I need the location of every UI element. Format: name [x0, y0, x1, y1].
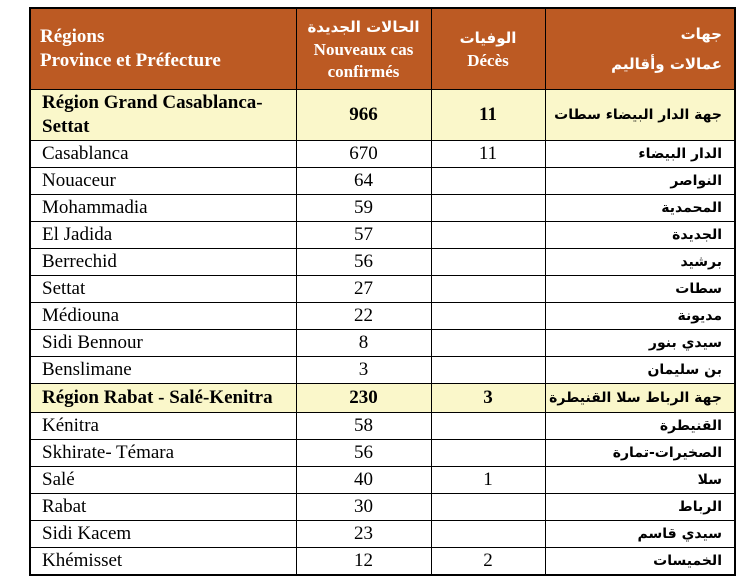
deaths-cell: 11: [431, 141, 545, 168]
province-name-cell: Salé: [30, 467, 296, 494]
province-row: [30, 413, 735, 440]
province-name-cell: Région Grand Casablanca-Settat: [30, 90, 296, 141]
region-summary-row: [30, 90, 735, 141]
new-cases-cell: 57: [296, 222, 431, 249]
header-arabic-line2: عمالات وأقاليم: [611, 55, 722, 73]
province-row: [30, 195, 735, 222]
new-cases-cell: 59: [296, 195, 431, 222]
deaths-cell: 1: [431, 467, 545, 494]
arabic-name-cell: برشيد: [545, 249, 735, 276]
arabic-name-cell: الخميسات: [545, 548, 735, 576]
arabic-name-cell: النواصر: [545, 168, 735, 195]
header-new-cases-french: Nouveaux cas confirmés: [313, 40, 414, 81]
arabic-name-cell: بن سليمان: [545, 357, 735, 384]
arabic-name-cell: الجديدة: [545, 222, 735, 249]
province-name-cell: Casablanca: [30, 141, 296, 168]
new-cases-cell: 966: [296, 90, 431, 141]
arabic-name-cell: سلا: [545, 467, 735, 494]
new-cases-cell: 12: [296, 548, 431, 576]
header-deaths-arabic: الوفيات: [459, 29, 517, 47]
new-cases-cell: 64: [296, 168, 431, 195]
arabic-name-cell: الصخيرات-تمارة: [545, 440, 735, 467]
new-cases-cell: 27: [296, 276, 431, 303]
province-row: [30, 440, 735, 467]
arabic-name-cell: جهة الدار البيضاء سطات: [545, 90, 735, 141]
deaths-cell: 11: [431, 90, 545, 141]
header-regions-line1: Régions: [40, 26, 105, 47]
arabic-name-cell: سطات: [545, 276, 735, 303]
province-name-cell: Mohammadia: [30, 195, 296, 222]
deaths-cell: [431, 330, 545, 357]
deaths-cell: [431, 521, 545, 548]
header-row: [30, 8, 735, 90]
new-cases-cell: 23: [296, 521, 431, 548]
covid-regions-table: [29, 7, 736, 576]
arabic-name-cell: مديونة: [545, 303, 735, 330]
province-name-cell: Médiouna: [30, 303, 296, 330]
deaths-cell: [431, 195, 545, 222]
province-name-cell: Sidi Kacem: [30, 521, 296, 548]
deaths-cell: [431, 494, 545, 521]
header-regions-line2: Province et Préfecture: [40, 50, 221, 71]
arabic-name-cell: جهة الرباط سلا القنيطرة: [545, 384, 735, 413]
header-new-cases-column: [296, 8, 431, 90]
arabic-name-cell: القنيطرة: [545, 413, 735, 440]
header-arabic-regions-column: [545, 8, 735, 90]
province-name-cell: Rabat: [30, 494, 296, 521]
new-cases-cell: 3: [296, 357, 431, 384]
province-name-cell: Khémisset: [30, 548, 296, 576]
header-arabic-line1: جهات: [680, 25, 722, 43]
province-row: [30, 249, 735, 276]
province-row: [30, 548, 735, 576]
deaths-cell: [431, 276, 545, 303]
new-cases-cell: 8: [296, 330, 431, 357]
province-name-cell: El Jadida: [30, 222, 296, 249]
header-new-cases-arabic: الحالات الجديدة: [307, 18, 420, 36]
province-row: [30, 467, 735, 494]
arabic-name-cell: الدار البيضاء: [545, 141, 735, 168]
new-cases-cell: 30: [296, 494, 431, 521]
province-row: [30, 303, 735, 330]
province-row: [30, 494, 735, 521]
new-cases-cell: 58: [296, 413, 431, 440]
new-cases-cell: 56: [296, 440, 431, 467]
province-row: [30, 521, 735, 548]
deaths-cell: [431, 249, 545, 276]
province-name-cell: Settat: [30, 276, 296, 303]
deaths-cell: [431, 222, 545, 249]
new-cases-cell: 670: [296, 141, 431, 168]
table-header: [30, 8, 735, 90]
arabic-name-cell: الرباط: [545, 494, 735, 521]
province-row: [30, 141, 735, 168]
deaths-cell: [431, 413, 545, 440]
table-body: [30, 90, 735, 576]
new-cases-cell: 40: [296, 467, 431, 494]
region-summary-row: [30, 384, 735, 413]
province-row: [30, 357, 735, 384]
province-name-cell: Kénitra: [30, 413, 296, 440]
new-cases-cell: 22: [296, 303, 431, 330]
deaths-cell: [431, 303, 545, 330]
deaths-cell: [431, 357, 545, 384]
header-regions-column: [30, 8, 296, 90]
deaths-cell: [431, 440, 545, 467]
province-name-cell: Berrechid: [30, 249, 296, 276]
province-row: [30, 330, 735, 357]
arabic-name-cell: سيدي قاسم: [545, 521, 735, 548]
province-name-cell: Sidi Bennour: [30, 330, 296, 357]
deaths-cell: 3: [431, 384, 545, 413]
province-row: [30, 222, 735, 249]
arabic-name-cell: المحمدية: [545, 195, 735, 222]
arabic-name-cell: سيدي بنور: [545, 330, 735, 357]
province-row: [30, 276, 735, 303]
province-row: [30, 168, 735, 195]
deaths-cell: 2: [431, 548, 545, 576]
province-name-cell: Nouaceur: [30, 168, 296, 195]
province-name-cell: Skhirate- Témara: [30, 440, 296, 467]
province-name-cell: Benslimane: [30, 357, 296, 384]
header-deaths-column: [431, 8, 545, 90]
header-deaths-french: Décès: [467, 51, 509, 70]
province-name-cell: Région Rabat - Salé-Kenitra: [30, 384, 296, 413]
deaths-cell: [431, 168, 545, 195]
new-cases-cell: 56: [296, 249, 431, 276]
new-cases-cell: 230: [296, 384, 431, 413]
